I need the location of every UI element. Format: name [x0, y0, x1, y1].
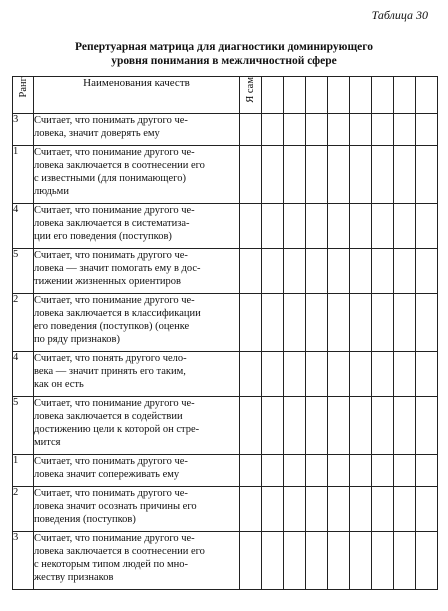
rating-cell: [306, 294, 328, 352]
rank-cell: 3: [13, 532, 34, 590]
rating-cell: [328, 455, 350, 487]
blank-header-cell: [372, 77, 394, 114]
table-row: [13, 204, 438, 249]
rating-cell: [262, 294, 284, 352]
rank-header: Ранг: [13, 77, 34, 114]
rank-cell: 5: [13, 249, 34, 294]
blank-header-cell: [416, 77, 438, 114]
rank-cell: 4: [13, 352, 34, 397]
quality-text: Считает, что понять другого чело- века — значит принять его таким, как он есть: [34, 353, 187, 390]
rating-cell: [394, 352, 416, 397]
table-row: [13, 146, 438, 204]
rating-cell: [262, 397, 284, 455]
quality-cell: [34, 146, 240, 204]
rating-cell: [394, 204, 416, 249]
rating-cell: [416, 146, 438, 204]
rating-cell: [328, 397, 350, 455]
rating-cell: [372, 249, 394, 294]
rating-cell: [240, 146, 262, 204]
rating-cell: [284, 249, 306, 294]
rating-cell: [372, 352, 394, 397]
quality-text: Считает, что понимание другого че- ловека заключается в содействии достижению цели к которой он стре- мится: [34, 398, 200, 448]
quality-cell: [34, 249, 240, 294]
rating-cell: [372, 294, 394, 352]
rating-cell: [416, 294, 438, 352]
table-row: [13, 114, 438, 146]
rating-cell: [394, 114, 416, 146]
rating-cell: [350, 455, 372, 487]
rating-cell: [240, 249, 262, 294]
blank-header-cell: [306, 77, 328, 114]
rating-cell: [328, 352, 350, 397]
rating-cell: [306, 487, 328, 532]
rating-cell: [306, 352, 328, 397]
rating-cell: [262, 455, 284, 487]
rating-cell: [306, 146, 328, 204]
header-row: [13, 77, 438, 114]
rating-cell: [240, 114, 262, 146]
rating-cell: [372, 487, 394, 532]
rating-cell: [394, 455, 416, 487]
rating-cell: [262, 487, 284, 532]
rating-cell: [328, 532, 350, 590]
rating-cell: [262, 352, 284, 397]
quality-cell: [34, 532, 240, 590]
rating-cell: [394, 146, 416, 204]
quality-text: Считает, что понимание другого че- ловека заключается в классификации его поведения (поступков) (оценке по ряду признаков): [34, 295, 201, 345]
rank-cell: 3: [13, 114, 34, 146]
quality-text: Считает, что понимание другого че- ловека заключается в систематиза- ции его поведения (поступков): [34, 205, 195, 242]
rating-cell: [306, 397, 328, 455]
blank-header-cell: [262, 77, 284, 114]
table-row: [13, 352, 438, 397]
table-row: [13, 455, 438, 487]
quality-name-header: Наименования качеств: [34, 77, 240, 114]
rating-cell: [394, 487, 416, 532]
rating-cell: [394, 397, 416, 455]
quality-cell: [34, 204, 240, 249]
rating-cell: [394, 249, 416, 294]
rating-cell: [416, 397, 438, 455]
table-row: [13, 294, 438, 352]
table-number: Таблица 30: [371, 8, 428, 22]
rating-cell: [416, 249, 438, 294]
rating-cell: [416, 204, 438, 249]
rating-cell: [240, 294, 262, 352]
rating-cell: [328, 249, 350, 294]
rank-cell: 2: [13, 294, 34, 352]
rating-cell: [350, 532, 372, 590]
rating-cell: [416, 487, 438, 532]
rating-cell: [328, 294, 350, 352]
rating-cell: [372, 532, 394, 590]
rating-cell: [416, 455, 438, 487]
rating-cell: [306, 532, 328, 590]
rating-cell: [240, 487, 262, 532]
rating-cell: [372, 204, 394, 249]
rating-cell: [262, 532, 284, 590]
table-title: [0, 40, 448, 68]
rank-cell: 5: [13, 397, 34, 455]
rating-cell: [306, 455, 328, 487]
rating-cell: [350, 146, 372, 204]
rating-cell: [350, 204, 372, 249]
quality-text: Считает, что понимать другого че- ловека значит осознать причины его поведения (поступков): [34, 488, 197, 525]
rating-cell: [284, 487, 306, 532]
repertory-matrix: [12, 76, 438, 590]
rating-cell: [328, 114, 350, 146]
rating-cell: [394, 294, 416, 352]
quality-cell: [34, 294, 240, 352]
rating-cell: [372, 455, 394, 487]
rating-cell: [350, 487, 372, 532]
table-row: [13, 487, 438, 532]
quality-text: Считает, что понимание другого че- ловека заключается в соотнесении его с известными (для понимающего) людьми: [34, 147, 205, 197]
rating-cell: [262, 249, 284, 294]
rating-cell: [350, 249, 372, 294]
rank-cell: 1: [13, 146, 34, 204]
rating-cell: [328, 146, 350, 204]
blank-header-cell: [350, 77, 372, 114]
rating-cell: [350, 352, 372, 397]
self-column-header: Я сам: [240, 77, 262, 114]
rating-cell: [328, 204, 350, 249]
quality-cell: [34, 352, 240, 397]
rating-cell: [284, 397, 306, 455]
rating-cell: [240, 352, 262, 397]
rating-cell: [306, 204, 328, 249]
rank-cell: 1: [13, 455, 34, 487]
quality-text: Считает, что понимать другого че- ловека, значит доверять ему: [34, 115, 188, 139]
quality-cell: [34, 397, 240, 455]
rating-cell: [328, 487, 350, 532]
quality-cell: [34, 114, 240, 146]
rating-cell: [284, 294, 306, 352]
rating-cell: [350, 294, 372, 352]
quality-cell: [34, 487, 240, 532]
rating-cell: [372, 146, 394, 204]
quality-text: Считает, что понимать другого че- ловека значит сопереживать ему: [34, 456, 188, 480]
rating-cell: [416, 532, 438, 590]
rating-cell: [240, 397, 262, 455]
rating-cell: [350, 397, 372, 455]
rating-cell: [284, 352, 306, 397]
rating-cell: [262, 114, 284, 146]
title-line: уровня понимания в межличностной сфере: [111, 55, 337, 67]
rating-cell: [350, 114, 372, 146]
rating-cell: [284, 146, 306, 204]
rank-cell: 4: [13, 204, 34, 249]
rating-cell: [306, 114, 328, 146]
rating-cell: [262, 204, 284, 249]
rating-cell: [284, 532, 306, 590]
rating-cell: [306, 249, 328, 294]
rating-cell: [416, 114, 438, 146]
rating-cell: [284, 455, 306, 487]
blank-header-cell: [394, 77, 416, 114]
rating-cell: [394, 532, 416, 590]
rating-cell: [240, 455, 262, 487]
table-row: [13, 397, 438, 455]
blank-header-cell: [284, 77, 306, 114]
table-row: [13, 249, 438, 294]
rating-cell: [240, 204, 262, 249]
table-row: [13, 532, 438, 590]
blank-header-cell: [328, 77, 350, 114]
rating-cell: [240, 532, 262, 590]
rating-cell: [284, 204, 306, 249]
quality-cell: [34, 455, 240, 487]
quality-text: Считает, что понимать другого че- ловека — значит помогать ему в дос- тижении жизненных ориентиров: [34, 250, 201, 287]
rating-cell: [262, 146, 284, 204]
rating-cell: [416, 352, 438, 397]
title-line: Репертуарная матрица для диагностики доминирующего: [75, 41, 373, 53]
rating-cell: [372, 397, 394, 455]
rating-cell: [284, 114, 306, 146]
rating-cell: [372, 114, 394, 146]
quality-text: Считает, что понимание другого че- ловека заключается в соотнесении его с некоторым типом людей по мно- жеству признаков: [34, 533, 205, 583]
rank-cell: 2: [13, 487, 34, 532]
